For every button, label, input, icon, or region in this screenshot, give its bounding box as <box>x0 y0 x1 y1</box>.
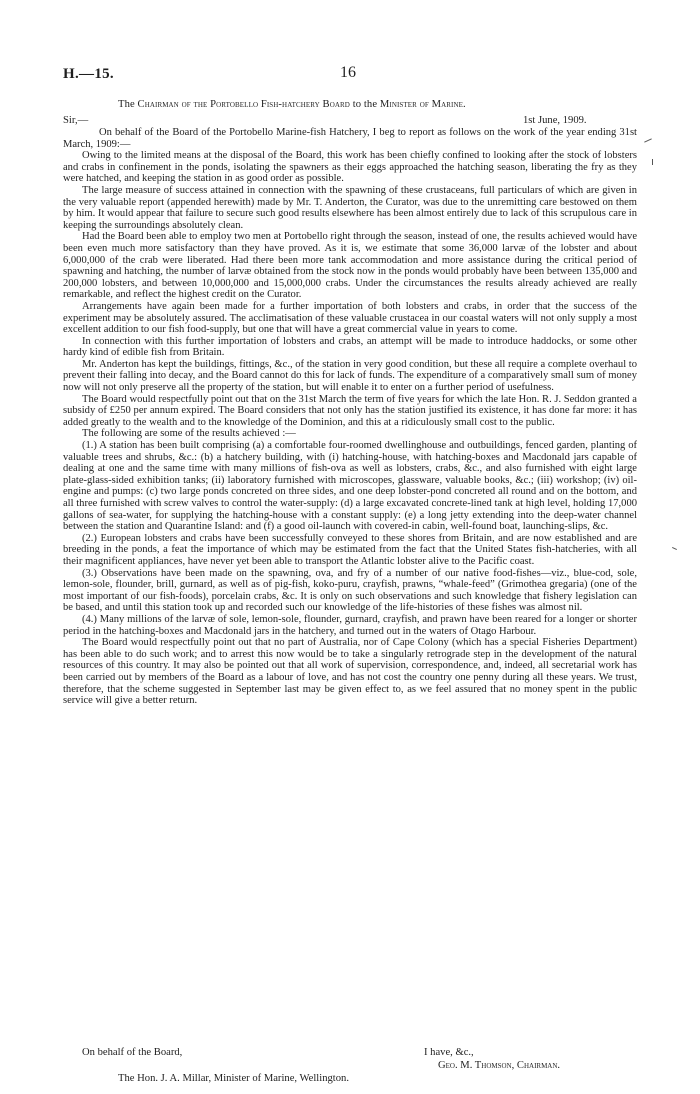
paragraph: The following are some of the results achieved :— <box>82 428 296 440</box>
letter-body <box>63 127 637 707</box>
signoff: On behalf of the Board, <box>82 1047 183 1058</box>
letter-from: Chairman of the Portobello Fish-hatchery Board <box>137 99 350 110</box>
paragraph: The Board would respectfully point out that no part of Australia, nor of Cape Colony (which has a special Fisheries Department) has been able to do such work; and to arrest this now would be to take a singularly retrograde step in the development of the natural resources of this country. It may also be pointed out that all work of supervision, correspondence, and, indeed, all secretarial work has been carried out by members of the Board as a labour of love, and has not cost the country one penny during all these years. We trust, therefore, that the scheme suggested in September last may be given effect to, as we feel assured that no money spent in the public service will give a better return. <box>63 637 637 707</box>
paragraph: (3.) Observations have been made on the spawning, ova, and fry of a number of our native food-fishes—viz., blue-cod, sole, lemon-sole, flounder, brill, gurnard, as well as of pig-fish, koko-puru, crayfish, prawns, “whale-feed” (Grimothea gregaria) (one of the most important of our fish-foods), porcelain crabs, &c. It is only on such observations and such knowledge that fishery legislation can be based, and until this station took up and recorded such our knowledge of the life-histories of these fishes was almost nil. <box>63 567 637 614</box>
paragraph: Arrangements have again been made for a further importation of both lobsters and crabs, in order that the success of the experiment may be absolutely assured. The acclimatisation of these valuable crustacea in our coastal waters will not only supply a most excellent addition to our fish food-supply, but one that will have a great commercial value in years to come. <box>63 300 637 336</box>
page-number: 16 <box>340 64 356 81</box>
paragraph: The Board would respectfully point out that on the 31st March the term of five years for which the late Hon. R. J. Seddon granted a subsidy of £250 per annum expired. The Board considers that not only has the station justified its existence, it has done far more: it has added greatly to the wealth and to the knowledge of the Dominion, and this at a ridiculously small cost to the public. <box>63 393 637 428</box>
margin-mark <box>644 138 652 142</box>
paragraph: (1.) A station has been built comprising (a) a comfortable four-roomed dwellinghouse and outbuildings, fenced garden, planting of valuable trees and shrubs, &c.: (b) a hatchery building, with (i) hatching-house, with hatching-boxes and Macdonald jars capable of dealing at one and the same time with many millions of fish-ova as well as lobsters, crabs, &c., and also furnished with eight large plate-glass-sided exhibition tanks; (ii) laboratory furnished with microscopes, glassware, valuable books, &c.; (iii) workshop; (iv) oil-engine and pumps: (c) two large ponds concreted on three sides, and one deep lobster-pond concreted all round and on the bottom, and all three furnished with screw valves to control the water-supply: (d) a large excavated concrete-lined tank at high level, holding 17,000 gallons of sea-water, for supplying the hatching-house with a constant supply: (e) a long jetty extending into the deep-water channel between the station and Quarantine Island: and (f) a good oil-launch with covered-in cabin, well-found boat, launching-slips, &c. <box>63 440 637 533</box>
margin-mark <box>672 547 677 550</box>
paragraph: (4.) Many millions of the larvæ of sole, lemon-sole, flounder, gurnard, crayfish, and prawn have been reared for a longer or shorter period in the hatching-boxes and Macdonald jars in the hatchery, and turned out in the waters of Otago Harbour. <box>63 613 637 637</box>
paragraph: (2.) European lobsters and crabs have been successfully conveyed to these shores from Britain, and are now established and are breeding in the ponds, a feat the importance of which may be estimated from the fact that the United States fish-hatcheries, with all their magnificent appliances, have never yet been able to transport the Atlantic lobster alive to the Pacific coast. <box>63 532 637 567</box>
title-prefix: The <box>118 99 135 110</box>
letter-date: 1st June, 1909. <box>523 115 587 126</box>
margin-mark <box>652 159 653 165</box>
signer: Geo. M. Thomson, Chairman. <box>438 1060 561 1071</box>
paragraph: Mr. Anderton has kept the buildings, fittings, &c., of the station in very good condition, but these all require a complete overhaul to prevent their falling into decay, and the Board cannot do this for lack of funds. The expenditure of a comparatively small sum of money now will not only preserve all the property of the station, but will enable it to enter on a further period of usefulness. <box>63 358 637 394</box>
title-to-word: to the <box>352 99 378 110</box>
paragraph: In connection with this further importation of lobsters and crabs, an attempt will be made to introduce haddocks, or some other hardy kind of edible fish from Britain. <box>63 335 637 359</box>
paragraph: The large measure of success attained in connection with the spawning of these crustaceans, full particulars of which are given in the very valuable report (appended herewith) made by Mr. T. Anderton, the Curator, was due to the unremitting care bestowed on them by him. It would appear that failure to secure such good results elsewhere has been almost entirely due to lack of this scrupulous care in keeping the surroundings absolutely clean. <box>63 184 637 231</box>
paragraph: Owing to the limited means at the disposal of the Board, this work has been chiefly confined to looking after the stock of lobsters and crabs in confinement in the ponds, isolating the spawners as their eggs approached the hatching season, liberating the fry as they were hatched, and keeping the station in as good order as possible. <box>63 150 637 185</box>
closing: I have, &c., <box>424 1047 474 1058</box>
letter-title <box>118 99 466 110</box>
addressee: The Hon. J. A. Millar, Minister of Marine, Wellington. <box>118 1073 349 1084</box>
document-reference: H.—15. <box>63 66 114 82</box>
letter-to: Minister of Marine. <box>379 99 466 110</box>
salutation: Sir,— <box>63 115 89 126</box>
paragraph: On behalf of the Board of the Portobello Marine-fish Hatchery, I beg to report as follows on the work of the year ending 31st March, 1909:— <box>63 127 637 150</box>
paragraph: Had the Board been able to employ two men at Portobello right through the season, instead of one, the results achieved would have been even much more satisfactory than they have proved. As it is, we estimate that some 36,000 larvæ of the lobster and about 6,000,000 of the crab were liberated. Had there been more tank accommodation and more assistance during the critical period of spawning and hatching, the number of larvæ obtained from the stock now in the ponds would probably have been between 135,000 and 200,000 lobsters, and between 10,000,000 and 15,000,000 crabs. Under the circumstances the results already achieved are really remarkable, and reflect the highest credit on the Curator. <box>63 231 637 301</box>
